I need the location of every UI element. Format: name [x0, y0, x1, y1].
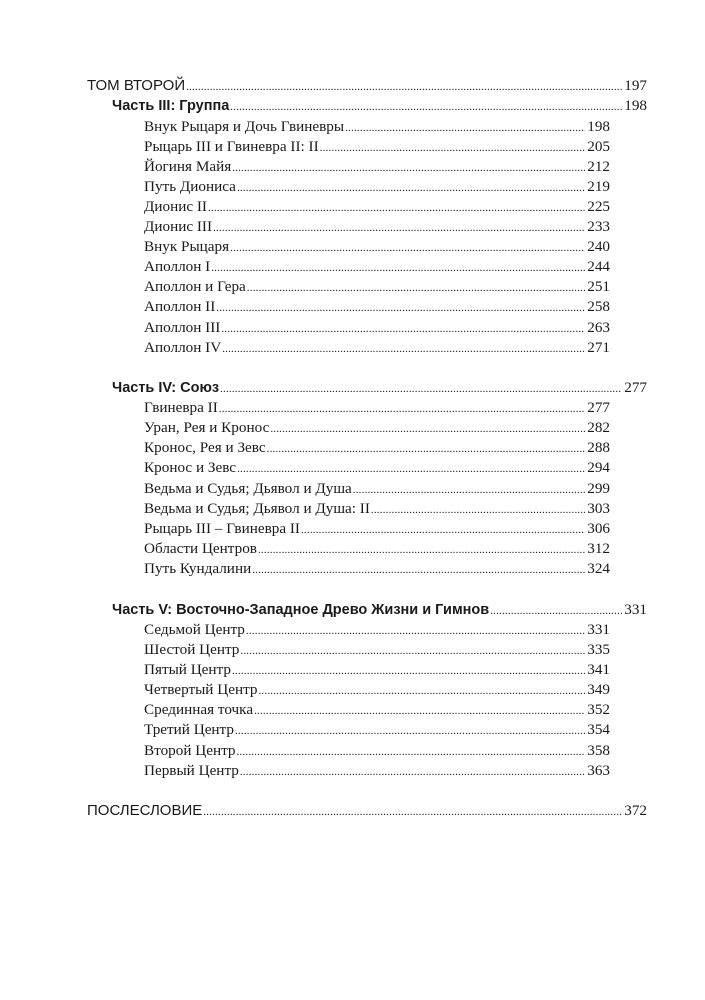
toc-chapter-entry [144, 720, 610, 740]
toc-chapter-entry [144, 177, 610, 197]
toc-chapter-entry [144, 217, 610, 237]
page-number: 198 [624, 97, 647, 114]
afterword-title: ПОСЛЕСЛОВИЕ [87, 802, 203, 819]
dot-leader [246, 621, 585, 641]
page-number: 198 [587, 118, 610, 135]
chapter-title: Области Центров [144, 540, 257, 557]
page-number: 212 [587, 158, 610, 175]
toc-chapter-entry [144, 559, 610, 579]
page-number: 358 [587, 742, 610, 759]
page-number: 331 [587, 621, 610, 638]
chapter-title: Ведьма и Судья; Дьявол и Душа: II [144, 500, 370, 517]
dot-leader [232, 158, 585, 178]
toc-chapter-entry [144, 680, 610, 700]
toc-chapter-entry [144, 297, 610, 317]
toc-chapter-entry [144, 117, 610, 137]
dot-leader [252, 560, 585, 580]
page-number: 349 [587, 681, 610, 698]
chapter-title: Седьмой Центр [144, 621, 245, 638]
dot-leader [237, 742, 586, 762]
page-number: 240 [587, 238, 610, 255]
chapter-title: Рыцарь III – Гвиневра II [144, 520, 300, 537]
toc-part-entry [112, 600, 647, 620]
page-number: 331 [624, 601, 647, 618]
chapter-title: Йогиня Майя [144, 158, 232, 175]
chapter-title: Второй Центр [144, 742, 236, 759]
dot-leader [240, 641, 585, 661]
toc-chapter-entry [144, 438, 610, 458]
dot-leader [247, 278, 585, 298]
chapter-title: Аполлон II [144, 298, 216, 315]
toc-chapter-entry [144, 318, 610, 338]
chapter-title: Аполлон и Гера [144, 278, 246, 295]
page-number: 354 [587, 721, 610, 738]
dot-leader [371, 500, 585, 520]
chapter-title: Четвертый Центр [144, 681, 258, 698]
chapter-title: Аполлон I [144, 258, 211, 275]
page-number: 205 [587, 138, 610, 155]
dot-leader [211, 258, 585, 278]
chapter-title: Дионис III [144, 218, 213, 235]
toc-chapter-entry [144, 398, 610, 418]
chapter-title: Рыцарь III и Гвиневра II: II [144, 138, 319, 155]
page-number: 288 [587, 439, 610, 456]
page-number: 294 [587, 459, 610, 476]
toc-part-entry [112, 96, 647, 116]
toc-chapter-entry [144, 458, 610, 478]
dot-leader [203, 802, 622, 822]
toc-chapter-entry [144, 539, 610, 559]
dot-leader [320, 138, 586, 158]
chapter-title: Внук Рыцаря и Дочь Гвиневры [144, 118, 345, 135]
dot-leader [345, 118, 585, 138]
dot-leader [221, 319, 585, 339]
page-number: 303 [587, 500, 610, 517]
page-number: 233 [587, 218, 610, 235]
dot-leader [230, 238, 585, 258]
dot-leader [220, 379, 622, 399]
page-number: 277 [624, 379, 647, 396]
volume-title: ТОМ ВТОРОЙ [87, 77, 186, 94]
toc-chapter-entry [144, 660, 610, 680]
dot-leader [254, 701, 585, 721]
dot-leader [213, 218, 585, 238]
page-number: 341 [587, 661, 610, 678]
toc-chapter-entry [144, 640, 610, 660]
chapter-title: Пятый Центр [144, 661, 231, 678]
page-number: 251 [587, 278, 610, 295]
page-number: 324 [587, 560, 610, 577]
dot-leader [270, 419, 585, 439]
chapter-title: Дионис II [144, 198, 207, 215]
toc-chapter-entry [144, 338, 610, 358]
toc-chapter-entry [144, 519, 610, 539]
page-number: 258 [587, 298, 610, 315]
chapter-title: Аполлон IV [144, 339, 222, 356]
page-number: 312 [587, 540, 610, 557]
dot-leader [216, 298, 585, 318]
chapter-title: Третий Центр [144, 721, 234, 738]
toc-chapter-entry [144, 761, 610, 781]
page-number: 282 [587, 419, 610, 436]
dot-leader [237, 459, 585, 479]
page-number: 197 [624, 77, 647, 94]
toc-chapter-entry [144, 137, 610, 157]
dot-leader [301, 520, 585, 540]
page-number: 299 [587, 480, 610, 497]
chapter-title: Путь Кундалини [144, 560, 252, 577]
chapter-title: Аполлон III [144, 319, 221, 336]
page-number: 244 [587, 258, 610, 275]
toc-chapter-entry [144, 499, 610, 519]
dot-leader [353, 480, 585, 500]
part-title: Часть IV: Союз [112, 380, 220, 396]
dot-leader [240, 762, 585, 782]
chapter-title: Первый Центр [144, 762, 239, 779]
dot-leader [490, 601, 622, 621]
page-number: 263 [587, 319, 610, 336]
chapter-title: Уран, Рея и Кронос [144, 419, 270, 436]
toc-chapter-entry [144, 197, 610, 217]
toc-chapter-entry [144, 741, 610, 761]
toc-chapter-entry [144, 157, 610, 177]
part-title: Часть III: Группа [112, 98, 230, 114]
chapter-title: Срединная точка [144, 701, 254, 718]
toc-afterword-entry [87, 801, 647, 821]
page-number: 352 [587, 701, 610, 718]
page-number: 225 [587, 198, 610, 215]
toc-chapter-entry [144, 479, 610, 499]
toc-chapter-entry [144, 237, 610, 257]
toc-chapter-entry [144, 277, 610, 297]
chapter-title: Гвиневра II [144, 399, 218, 416]
part-title: Часть V: Восточно-Западное Древо Жизни и Гимнов [112, 602, 490, 618]
chapter-title: Путь Диониса [144, 178, 236, 195]
toc-chapter-entry [144, 257, 610, 277]
toc-part-entry [112, 378, 647, 398]
dot-leader [208, 198, 585, 218]
page-number: 372 [624, 802, 647, 819]
chapter-title: Шестой Центр [144, 641, 240, 658]
dot-leader [258, 681, 585, 701]
dot-leader [222, 339, 585, 359]
chapter-title: Ведьма и Судья; Дьявол и Душа [144, 480, 352, 497]
toc-chapter-entry [144, 418, 610, 438]
dot-leader [235, 721, 585, 741]
chapter-title: Внук Рыцаря [144, 238, 230, 255]
page-number: 219 [587, 178, 610, 195]
dot-leader [232, 661, 585, 681]
page-number: 306 [587, 520, 610, 537]
chapter-title: Кронос, Рея и Зевс [144, 439, 266, 456]
chapter-title: Кронос и Зевс [144, 459, 237, 476]
dot-leader [186, 77, 622, 97]
page-number: 335 [587, 641, 610, 658]
dot-leader [230, 97, 622, 117]
toc-chapter-entry [144, 700, 610, 720]
page-number: 277 [587, 399, 610, 416]
dot-leader [219, 399, 585, 419]
toc-volume-entry [87, 76, 647, 96]
dot-leader [258, 540, 585, 560]
dot-leader [267, 439, 586, 459]
dot-leader [237, 178, 585, 198]
page-number: 363 [587, 762, 610, 779]
toc-chapter-entry [144, 620, 610, 640]
page-number: 271 [587, 339, 610, 356]
